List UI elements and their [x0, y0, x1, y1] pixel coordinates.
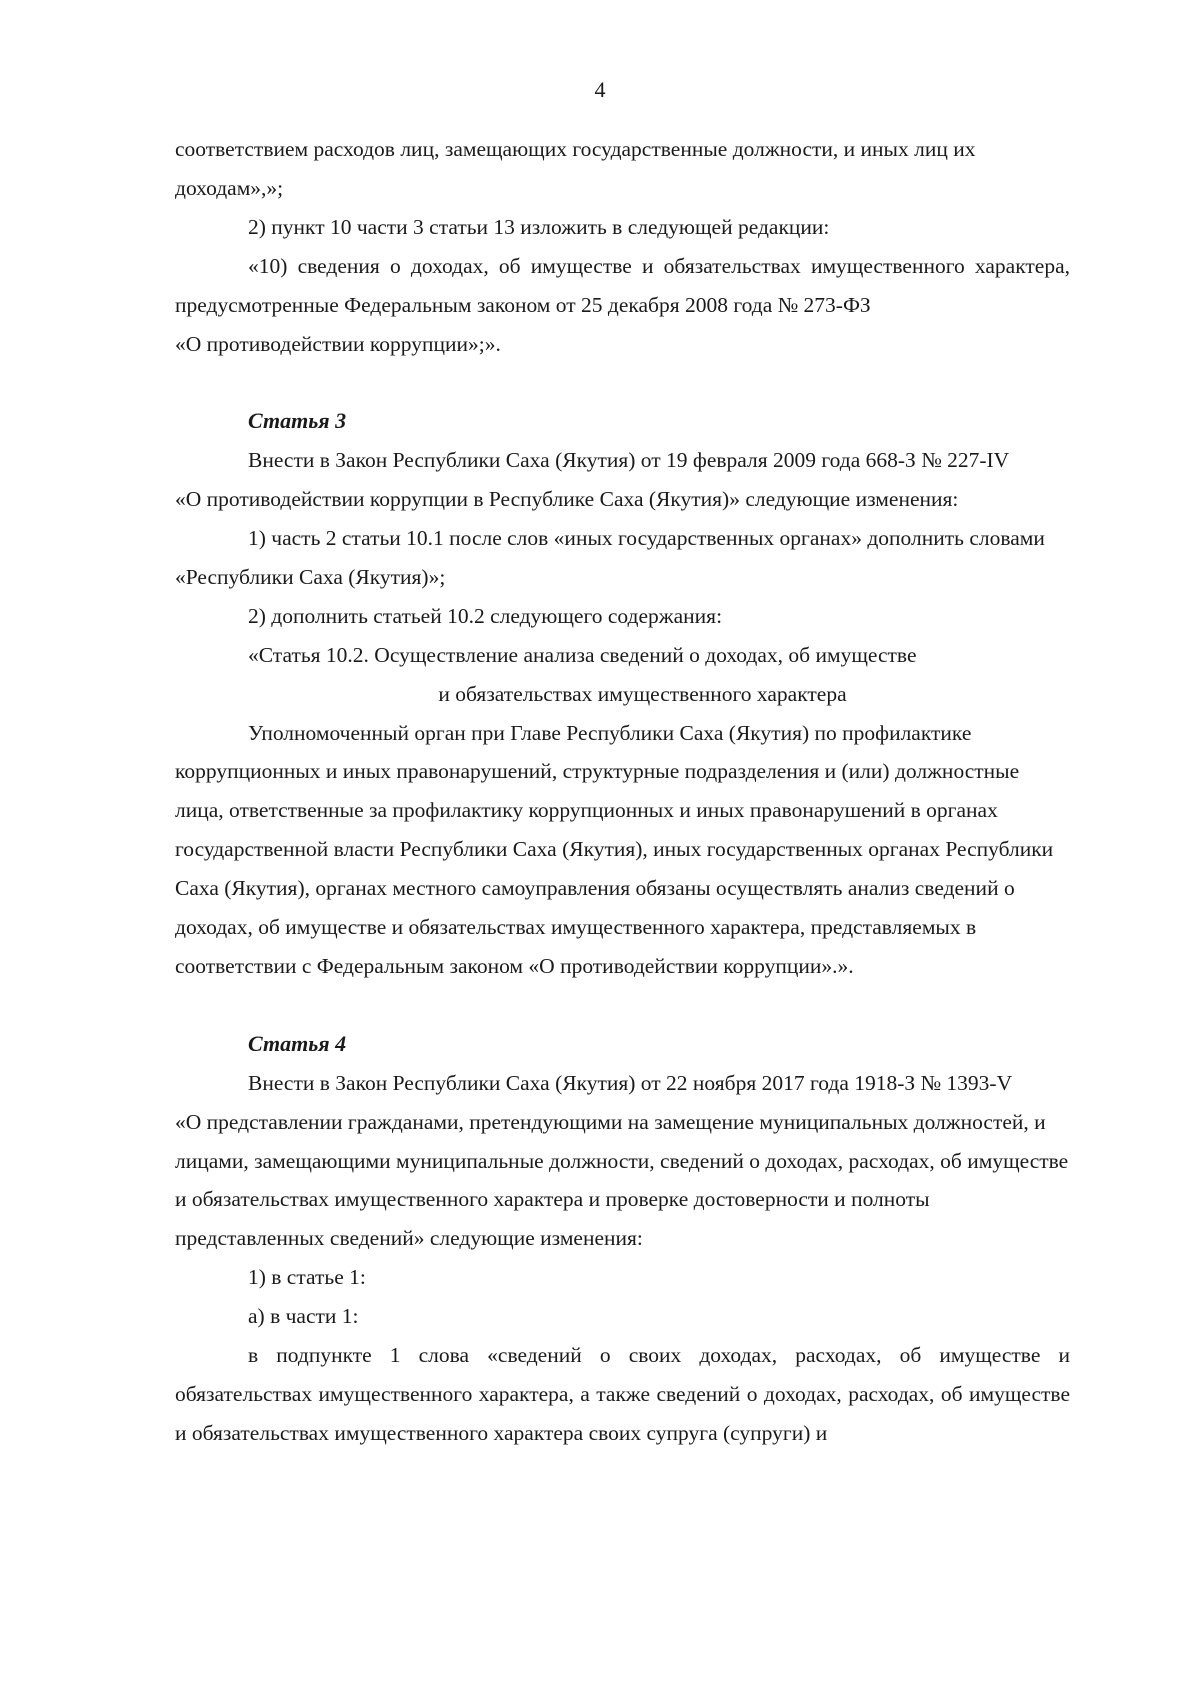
paragraph: «О представлении гражданами, претендующими на замещение муниципальных должностей, и лицами, замещающими муниципальные должности, сведений о доходах, расходах, об имуществе и обязательствах имущественного характера и проверке достоверности и полноты представленных сведений» следующие изменения: [175, 1109, 1069, 1251]
paragraph: соответствием расходов лиц, замещающих государственные должности, и иных лиц их [175, 137, 976, 161]
article-heading: Статья 3 [248, 408, 347, 434]
paragraph: «10) сведения о доходах, об имуществе и обязательствах имущественного характера, предусмотренные Федеральным законом от 25 декабря 2008 года № 273-ФЗ [175, 253, 1070, 317]
article-heading: Статья 4 [248, 1030, 347, 1056]
article-title-line: и обязательствах имущественного характера [438, 681, 847, 706]
paragraph: «О противодействии коррупции»;». [175, 331, 501, 356]
paragraph: 1) в статье 1: [248, 1265, 366, 1290]
paragraph-gap [175, 363, 1070, 402]
paragraph: «О противодействии коррупции в Республике Саха (Якутия)» следующие изменения: [175, 487, 959, 512]
paragraph: 1) часть 2 статьи 10.1 после слов «иных государственных органах» дополнить словами «Республики Саха (Якутия)»; [175, 526, 1045, 589]
paragraph-gap [175, 986, 1070, 1025]
paragraph: в подпункте 1 слова «сведений о своих доходах, расходах, об имуществе и обязательствах имущественного характера, а также сведений о доходах, расходах, об имуществе и обязательствах имущественного характера своих супруга (супруги) и [175, 1343, 1070, 1445]
paragraph: Внести в Закон Республики Саха (Якутия) от 22 ноября 2017 года 1918-З № 1393-V [248, 1070, 1013, 1095]
paragraph: 2) пункт 10 части 3 статьи 13 изложить в следующей редакции: [248, 214, 830, 239]
paragraph: а) в части 1: [248, 1304, 359, 1329]
paragraph: «Статья 10.2. Осуществление анализа сведений о доходах, об имуществе [248, 642, 917, 667]
paragraph: доходам»,»; [175, 175, 284, 200]
paragraph: 2) дополнить статьей 10.2 следующего содержания: [248, 603, 723, 628]
document-body [175, 130, 1070, 1453]
paragraph: Внести в Закон Республики Саха (Якутия) от 19 февраля 2009 года 668-З № 227-IV [248, 448, 1010, 473]
page-number: 4 [594, 77, 606, 102]
paragraph: Уполномоченный орган при Главе Республики Саха (Якутия) по профилактике коррупционных и иных правонарушений, структурные подразделения и (или) должностные лица, ответственные за профилактику коррупционных и иных правонарушений в органах государственной власти Республики Саха (Якутия), иных государственных органах Республики Саха (Якутия), органах местного самоуправления обязаны осуществлять анализ сведений о доходах, об имуществе и обязательствах имущественного характера, представляемых в соответствии с Федеральным законом «О противодействии коррупции».». [175, 720, 1054, 979]
